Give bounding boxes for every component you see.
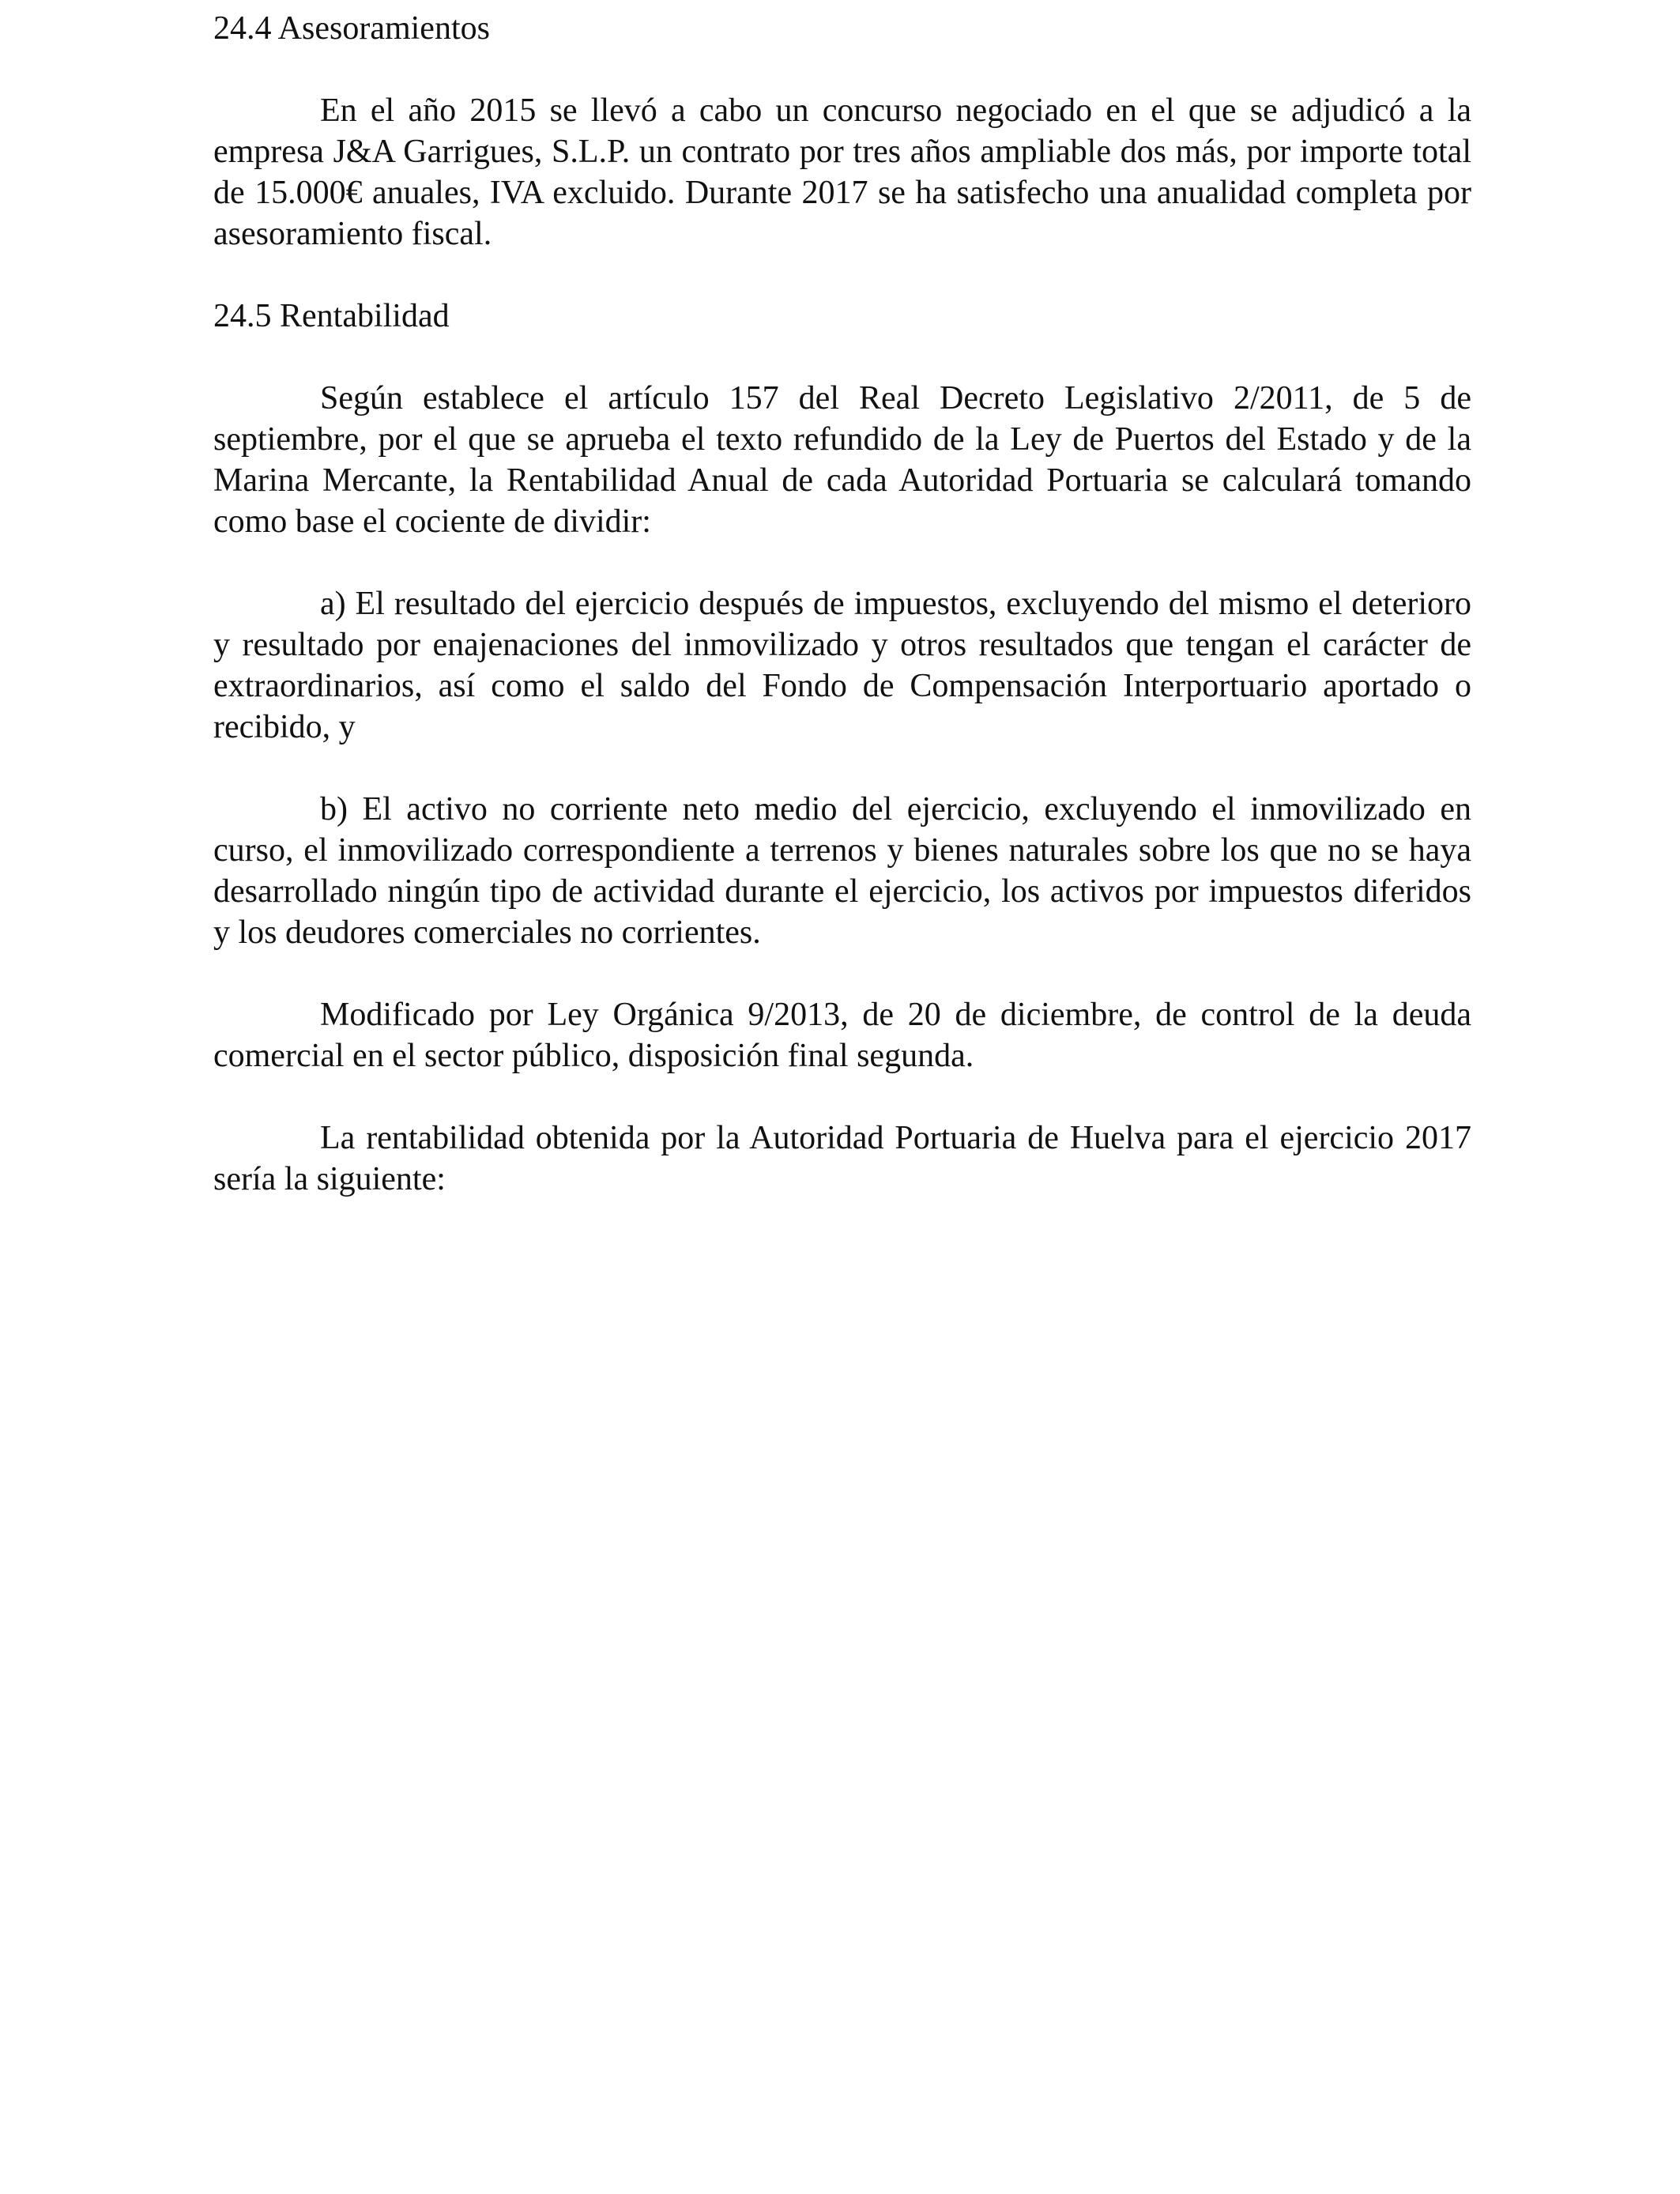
document-body: [213, 8, 1471, 1200]
spacer: [213, 254, 1471, 296]
paragraph-modification: Modificado por Ley Orgánica 9/2013, de 20 de diciembre, de control de la deuda comercial en el sector público, disposición final segunda.: [213, 997, 1471, 1074]
section-heading-24-4: 24.4 Asesoramientos: [213, 10, 490, 47]
spacer: [213, 337, 1471, 378]
spacer: [213, 49, 1471, 90]
paragraph-item-b: b) El activo no corriente neto medio del ejercicio, excluyendo el inmovilizado en curso, el inmovilizado correspondiente a terrenos y bienes naturales sobre los que no se haya desarrollado ningún tipo de actividad durante el ejercicio, los activos por impuestos diferidos y los deudores comerciales no corrientes.: [213, 791, 1471, 951]
spacer: [213, 953, 1471, 994]
paragraph-rentabilidad-intro: Según establece el artículo 157 del Real Decreto Legislativo 2/2011, de 5 de septiembre, por el que se aprueba el texto refundido de la Ley de Puertos del Estado y de la Marina Mercante, la Rentabilidad Anual de cada Autoridad Portuaria se calculará tomando como base el cociente de dividir:: [213, 380, 1471, 540]
spacer: [213, 748, 1471, 789]
paragraph-item-a: a) El resultado del ejercicio después de impuestos, excluyendo del mismo el deterioro y resultado por enajenaciones del inmovilizado y otros resultados que tengan el carácter de extraordinarios, así como el saldo del Fondo de Compensación Interportuario aportado o recibido, y: [213, 586, 1471, 745]
paragraph-closing: La rentabilidad obtenida por la Autoridad Portuaria de Huelva para el ejercicio 2017 sería la siguiente:: [213, 1120, 1471, 1197]
spacer: [213, 542, 1471, 583]
section-heading-24-5: 24.5 Rentabilidad: [213, 298, 450, 334]
paragraph-asesoramientos: En el año 2015 se llevó a cabo un concurso negociado en el que se adjudicó a la empresa J&A Garrigues, S.L.P. un contrato por tres años ampliable dos más, por importe total de 15.000€ anuales, IVA excluido. Durante 2017 se ha satisfecho una anualidad completa por asesoramiento fiscal.: [213, 92, 1471, 252]
spacer: [213, 1076, 1471, 1118]
